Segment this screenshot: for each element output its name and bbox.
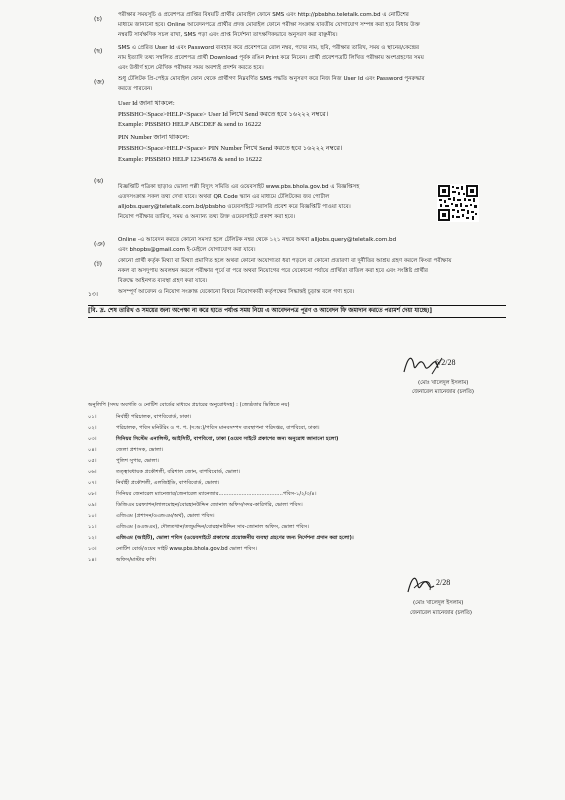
cc-item: সিনিয়র জেনারেল ম্যানেজার/জেনারেল ম্যানেজার.......................................পবিস-১/২/৩/৪। bbox=[116, 491, 317, 497]
cc-number: ১০। bbox=[88, 513, 97, 519]
item-line: এতদসংক্রান্ত সকল তথ্য দেখা যাবে। অথবা QR Code স্ক্যান এর মাধ্যমে টেলিটকের জব পোর্টাল bbox=[118, 194, 330, 200]
item-number: (ঞ) bbox=[94, 241, 106, 248]
item-line: এবং উত্তীর্ণ হলে মৌখিক পরীক্ষার সময় অবশ্যই প্রদর্শন করতে হবে। bbox=[118, 65, 264, 71]
signature-1-name: (মোঃ খালেদুল ইসলাম) bbox=[418, 380, 469, 386]
cc-item: জেলা প্রশাসক, ভোলা। bbox=[116, 447, 164, 453]
sms-pin-example: Example: PBSBHO HELP 12345678 & send to 16222 bbox=[118, 156, 262, 163]
qr-code-icon[interactable] bbox=[437, 184, 479, 222]
cc-item: নির্বাহী পরিচালক, বাপবিবোর্ড, ঢাকা। bbox=[116, 414, 192, 420]
item-line: alljobs.query@teletalk.com.bd/pbsbho ওয়েবসাইটে সরাসরি প্রবেশ করে বিজ্ঞপ্তিটি পাওয়া যাবে। bbox=[118, 204, 351, 210]
cc-number: ১৩। bbox=[88, 546, 97, 552]
cc-item: সিনিয়র সিস্টেম এনালিস্ট, আইসিটি, বাপবিবো, ঢাকা (ওয়েব সাইটে প্রকাশের জন্য অনুরোধ জানানো হলো) bbox=[116, 436, 339, 442]
item-line: মাধ্যমে জানানো হবে। Online আবেদনপত্রে প্রার্থীর প্রদত্ত মোবাইল ফোনে পরীক্ষা সংক্রান্ত যাবতীয় যোগাযোগ সম্পন্ন করা হবে বিধায় উক্ত bbox=[118, 22, 421, 28]
cc-item: নোটিশ বোর্ড/ওয়েব সাইট www.pbs.bhola.gov.bd ভোলা পবিস। bbox=[116, 546, 257, 552]
item-number: ১৩। bbox=[88, 291, 98, 298]
sms-user-id-format: PBSBHO<Space>HELP<Space> User Id লিখে Send করতে হবে ১৬২২২ নম্বরে। bbox=[118, 111, 329, 118]
item-line: শুধু টেলিটক প্রি-পেইড মোবাইল ফোন থেকে প্রার্থীগণ নিম্নবর্ণিত SMS পদ্ধতি অনুসরণ করে নিজ নিজ User Id এবং Password পুনরুদ্ধার bbox=[118, 76, 425, 82]
cc-item: এজিএম (প্রশাসন/ওএন্ডএম/অর্থ), ভোলা পবিস। bbox=[116, 513, 215, 519]
item-line: পরীক্ষার সময়সূচি ও প্রবেশপত্র প্রাপ্তির বিষয়টি প্রার্থীর মোবাইল ফোনে SMS এবং http://pbsbho.teletalk.com.bd এ নোটিশের bbox=[118, 12, 409, 18]
signature-2-name: (মোঃ খালেদুল ইসলাম) bbox=[413, 600, 464, 606]
cc-item: নির্বাহী প্রকৌশলী, এলজিইডি, বাপবিবোর্ড, ভোলা। bbox=[116, 480, 220, 486]
signature-2-date: 2/28 bbox=[436, 578, 451, 587]
cc-number: ০৩। bbox=[88, 436, 97, 442]
cc-item: এজিএম (আইটি), ভোলা পবিস (ওয়েবসাইটে প্রকাশের প্রয়োজনীয় ব্যবস্থা গ্রহণের জন্য নির্দেশনা প্রদান করা হলো)। bbox=[116, 535, 354, 541]
cc-number: ১৪। bbox=[88, 557, 97, 563]
cc-number: ১১। bbox=[88, 524, 97, 530]
cc-number: ০৫। bbox=[88, 458, 97, 464]
item-line: SMS এ প্রেরিত User Id এবং Password ব্যবহার করে প্রবেশপত্রে রোল নম্বর, পদের নাম, ছবি, পরীক্ষার তারিখ, সময় ও স্থানের/কেন্দ্রের bbox=[118, 45, 420, 51]
item-number: (ট) bbox=[94, 261, 102, 268]
sms-pin-format: PBSBHO<Space>HELP<Space> PIN Number লিখে Send করতে হবে ১৬২২২ নম্বরে। bbox=[118, 145, 343, 152]
item-line: নকল বা অসদুপায় অবলম্বন করলে পরীক্ষার পূর্বে বা পরে অথবা নিয়োগের পরে যেকোনো পর্যায়ে প্রার্থিতা বাতিল করা হবে এবং সংশ্লিষ্ট প্রার্থীর bbox=[118, 268, 428, 274]
item-line: এবং bhopbs@gmail.com ই-মেইলে যোগাযোগ করা যাবে। bbox=[118, 247, 256, 253]
item-number: (চ) bbox=[94, 16, 102, 23]
item-number: (জ) bbox=[94, 79, 105, 86]
item-line: নিয়োগ পরীক্ষার তারিখ, সময় ও অন্যান্য তথ্য উক্ত ওয়েবসাইটে প্রকাশ করা হবে। bbox=[118, 214, 296, 220]
signature-1-date: 6/2/28 bbox=[435, 358, 456, 367]
cc-number: ০৮। bbox=[88, 491, 97, 497]
cc-item: ডিজিএম চরফ্যাশন/লালমোহন/বোরহানউদ্দিন জোনাল অফিস/সদর-কারিগরি, ভোলা পবিস। bbox=[116, 502, 303, 508]
cc-item: তত্ত্বাবধায়ক প্রকৌশলী, বরিশাল জোন, বাপবিবোর্ড, ভোলা। bbox=[116, 469, 240, 475]
cc-item: পরিচালক, পবিস মনিটরিং ও প. প. (দ:অ:)/পবিস মানবসম্পদ ব্যবস্থাপনা পরিদপ্তর, বাপবিবো, ঢাকা। bbox=[116, 425, 320, 431]
deadline-notice: [বি. দ্র. শেষ তারিখ ও সময়ের জন্য অপেক্ষা না করে হাতে পর্যাপ্ত সময় নিয়ে এ আবেদনপত্র পূরণ ও আবেদন ফি জমাদান করতে পরামর্শ দেয়া যাচ্ছে।] bbox=[88, 305, 506, 318]
item-line: Online -এ আবেদন করতে কোনো সমস্যা হলে টেলিটক নম্বর থেকে ১২১ নম্বরে অথবা alljobs.query@teletalk.com.bd bbox=[118, 237, 397, 243]
cc-number: ০৭। bbox=[88, 480, 97, 486]
cc-number: ০৯। bbox=[88, 502, 97, 508]
sms-user-id-head: User Id জানা থাকলে: bbox=[118, 100, 175, 107]
item-line: করতে পারবেন। bbox=[118, 86, 153, 92]
sms-pin-head: PIN Number জানা থাকলে: bbox=[118, 134, 190, 141]
signature-2-title: জেনারেল ম্যানেজার (চলতি) bbox=[410, 610, 472, 616]
item-line: অসম্পূর্ণ আবেদন ও নিয়োগ সংক্রান্ত যেকোনো বিষয়ে নিয়োগকারী কর্তৃপক্ষের সিদ্ধান্তই চূড়ান্ত বলে গণ্য হবে। bbox=[118, 289, 355, 295]
item-line: বিজ্ঞপ্তিটি পত্রিকা ছাড়াও ভোলা পল্লী বিদ্যুৎ সমিতি এর ওয়েবসাইট www.pbs.bhola.gov.bd এ বিজ্ঞপ্তিসহ bbox=[118, 184, 360, 190]
item-line: বিরুদ্ধে আইনগত ব্যবস্থা গ্রহণ করা যাবে। bbox=[118, 278, 208, 284]
item-number: (ঝ) bbox=[94, 178, 104, 185]
item-line: নম্বরটি সার্বক্ষণিক সচল রাখা, SMS পড়া এবং প্রাপ্ত নির্দেশনা তাৎক্ষণিকভাবে অনুসরণ করা বাঞ্ছনীয়। bbox=[118, 32, 338, 38]
item-line: কোনো প্রার্থী কর্তৃক মিথ্যা বা মিথ্যা প্রমাণিত হলে অথবা কোনো অযোগ্যতা ধরা পড়লে বা কোনো প্রতারণা বা দুর্নীতির আশ্রয় গ্রহণ করলে কিংবা পরীক্ষায় bbox=[118, 258, 452, 264]
cc-heading: অনুলিপি (সদয় অবগতি ও নোটিশ বোর্ডের মাধ্যমে প্রচারের অনুরোধসহ) : (জ্যেষ্ঠতার ভিত্তিতে নয়) bbox=[88, 402, 290, 408]
sms-user-id-example: Example: PBSBHO HELP ABCDEF & send to 16222 bbox=[118, 121, 262, 128]
cc-number: ১২। bbox=[88, 535, 97, 541]
signature-1-title: জেনারেল ম্যানেজার (চলতি) bbox=[412, 389, 474, 395]
item-line: নাম ইত্যাদি তথ্য সম্বলিত প্রবেশপত্র প্রার্থী Download পূর্বক রঙিন Print করে নিবেন। প্রার্থী প্রবেশপত্রটি লিখিত পরীক্ষায় অংশগ্রহণের সময় bbox=[118, 55, 424, 61]
cc-item: অফিস/মাস্টার কপি। bbox=[116, 557, 157, 563]
cc-number: ০২। bbox=[88, 425, 97, 431]
cc-number: ০৬। bbox=[88, 469, 97, 475]
cc-item: এজিএম (ওএন্ডএম), দৌলতখান/তজুমদ্দিন/বোরহানউদ্দিন সাব-জোনাল অফিস, ভোলা পবিস। bbox=[116, 524, 310, 530]
item-number: (ছ) bbox=[94, 48, 103, 55]
cc-number: ০১। bbox=[88, 414, 97, 420]
cc-number: ০৪। bbox=[88, 447, 97, 453]
cc-item: পুলিশ সুপার, ভোলা। bbox=[116, 458, 159, 464]
